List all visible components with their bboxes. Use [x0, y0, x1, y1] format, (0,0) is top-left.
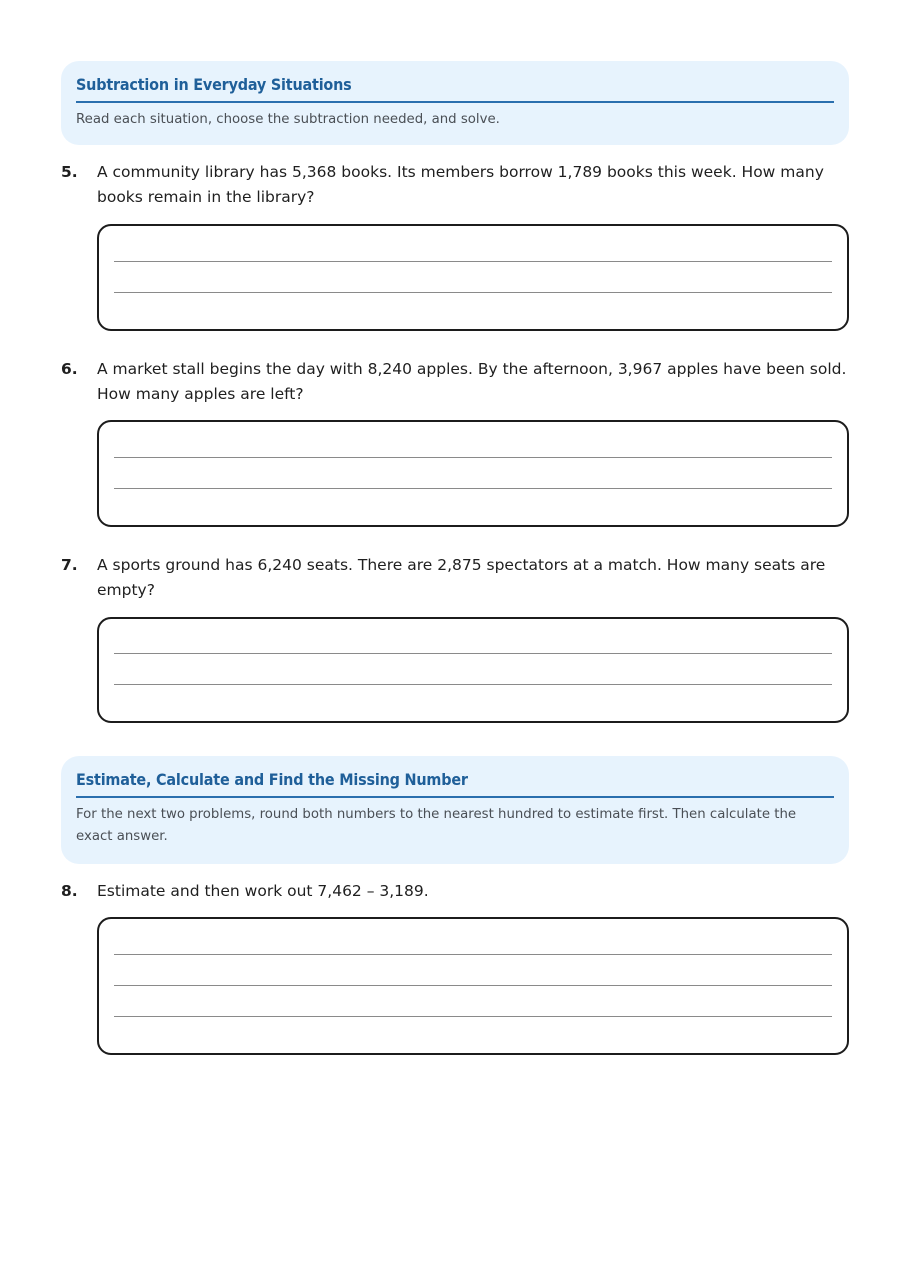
question-5 [61, 160, 851, 210]
question-7 [61, 553, 851, 603]
answer-box-7[interactable] [97, 617, 849, 723]
section-description: For the next two problems, round both numbers to the nearest hundred to estimate first. Then calculate the exact answer. [76, 807, 797, 844]
section-title: Estimate, Calculate and Find the Missing Number [76, 770, 834, 798]
answer-line[interactable] [114, 653, 832, 654]
answer-line[interactable] [114, 488, 832, 489]
question-text: Estimate and then work out 7,462 – 3,189. [97, 882, 429, 900]
answer-box-6[interactable] [97, 420, 849, 527]
answer-line[interactable] [114, 684, 832, 685]
answer-box-5[interactable] [97, 224, 849, 331]
question-number: 8. [61, 882, 78, 900]
question-text: A market stall begins the day with 8,240 apples. By the afternoon, 3,967 apples have been sold. How many apples are left? [97, 360, 847, 403]
section-description: Read each situation, choose the subtraction needed, and solve. [76, 112, 500, 127]
section-header-estimate [61, 756, 849, 864]
answer-line[interactable] [114, 1016, 832, 1017]
question-number: 7. [61, 556, 78, 574]
answer-line[interactable] [114, 985, 832, 986]
section-header-subtraction [61, 61, 849, 145]
question-text: A sports ground has 6,240 seats. There are 2,875 spectators at a match. How many seats are empty? [97, 556, 826, 599]
question-number: 6. [61, 360, 78, 378]
answer-line[interactable] [114, 457, 832, 458]
question-6 [61, 357, 851, 407]
answer-box-8[interactable] [97, 917, 849, 1055]
answer-line[interactable] [114, 954, 832, 955]
question-8 [61, 879, 851, 904]
section-title: Subtraction in Everyday Situations [76, 75, 834, 103]
answer-line[interactable] [114, 292, 832, 293]
answer-line[interactable] [114, 261, 832, 262]
question-number: 5. [61, 163, 78, 181]
question-text: A community library has 5,368 books. Its members borrow 1,789 books this week. How many books remain in the library? [97, 163, 824, 206]
